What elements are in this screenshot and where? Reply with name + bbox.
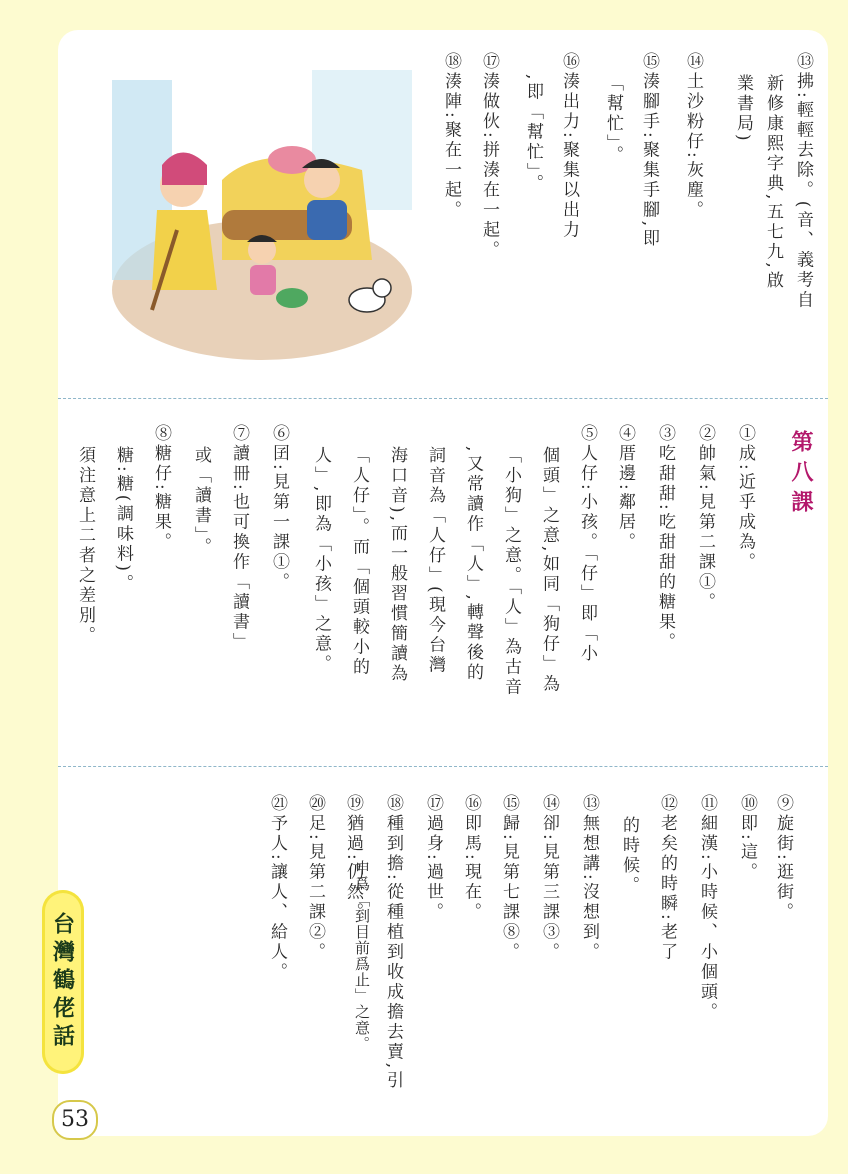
note-column: ④厝邊:鄰居。 [615,424,635,553]
section-divider [58,398,828,399]
note-column: 須注意上二者之差別。 [75,446,95,646]
note-column: 海口音),而一般習慣簡讀為 [387,446,407,685]
note-column: ⑰湊做伙:拼湊在一起。 [479,52,499,261]
note-column: 詞音為「人仔」(現今台灣 [425,446,445,676]
note-column: ⑲猶過:仍然。 [343,794,363,923]
note-column: ⑯湊出力:聚集以出力 [559,52,579,241]
note-column: ⑧糖仔:糖果。 [151,424,171,553]
note-column: ⑭土沙粉仔:灰塵。 [683,52,703,221]
note-column: 「幫忙」。 [603,74,623,166]
note-column: ⑪細漢:小時候、小個頭。 [697,794,717,1023]
note-column: 個頭」之意,如同「狗仔」為 [539,446,559,695]
note-column: 糖:糖(調味料)。 [113,446,133,594]
note-column: ⑮湊腳手:聚集手腳,即 [639,52,659,250]
note-column: ②帥氣:見第二課①。 [695,424,715,613]
note-column: ⑩即:這。 [737,794,757,883]
note-column: ㉑予人:讓人、給人。 [267,794,287,983]
note-column: ⑯即馬:現在。 [461,794,481,923]
book-title-sidebar: 台灣鶴佬話 [42,890,84,1074]
note-column: ⑱種到擔:從種植到收成擔去賣,引 [383,794,403,1092]
note-column: ⑫老矣的時瞬:老了 [657,794,677,963]
note-column: 的時候。 [619,816,639,896]
family-illustration [112,60,414,360]
note-column: ⑤人仔:小孩。「仔」即「小 [577,424,597,665]
note-column: 新修康熙字典,五七九,啟 [763,74,783,291]
note-column: ⑰過身:過世。 [423,794,443,923]
note-column: ⑭卻:見第三課③。 [539,794,559,963]
note-column: 或「讀書」。 [191,446,211,558]
note-column: ③吃甜甜:吃甜甜的糖果。 [655,424,675,653]
note-column: ,即「幫忙」。 [523,74,543,194]
lesson-heading: 第八課 [788,430,814,520]
note-column: ⑬無想講:沒想到。 [579,794,599,963]
note-column: 人」,即為「小孩」之意。 [311,446,331,675]
note-column: ⑬拂:輕輕去除。(音、義考自 [793,52,813,311]
section-divider [58,766,828,767]
note-column: ⑱湊陣:聚在一起。 [441,52,461,221]
note-column: ,又常讀作「人」,轉聲後的 [463,446,483,683]
note-column: 「小狗」之意。「人」為古音 [501,446,521,698]
note-column: ⑦讀冊:也可換作「讀書」 [229,424,249,653]
note-column: 申爲「到目前爲止」之意。 [353,860,371,1052]
note-column: ⑨旋街:逛街。 [773,794,793,923]
note-column: ①成:近乎成為。 [735,424,755,573]
note-column: ⑳足:見第二課②。 [305,794,325,963]
note-column: 業書局) [733,74,753,144]
note-column: 「人仔」。而「個頭較小的 [349,446,369,678]
note-column: ⑮歸:見第七課⑧。 [499,794,519,963]
note-column: ⑥囝:見第一課①。 [269,424,289,593]
page-number: 53 [52,1100,98,1140]
